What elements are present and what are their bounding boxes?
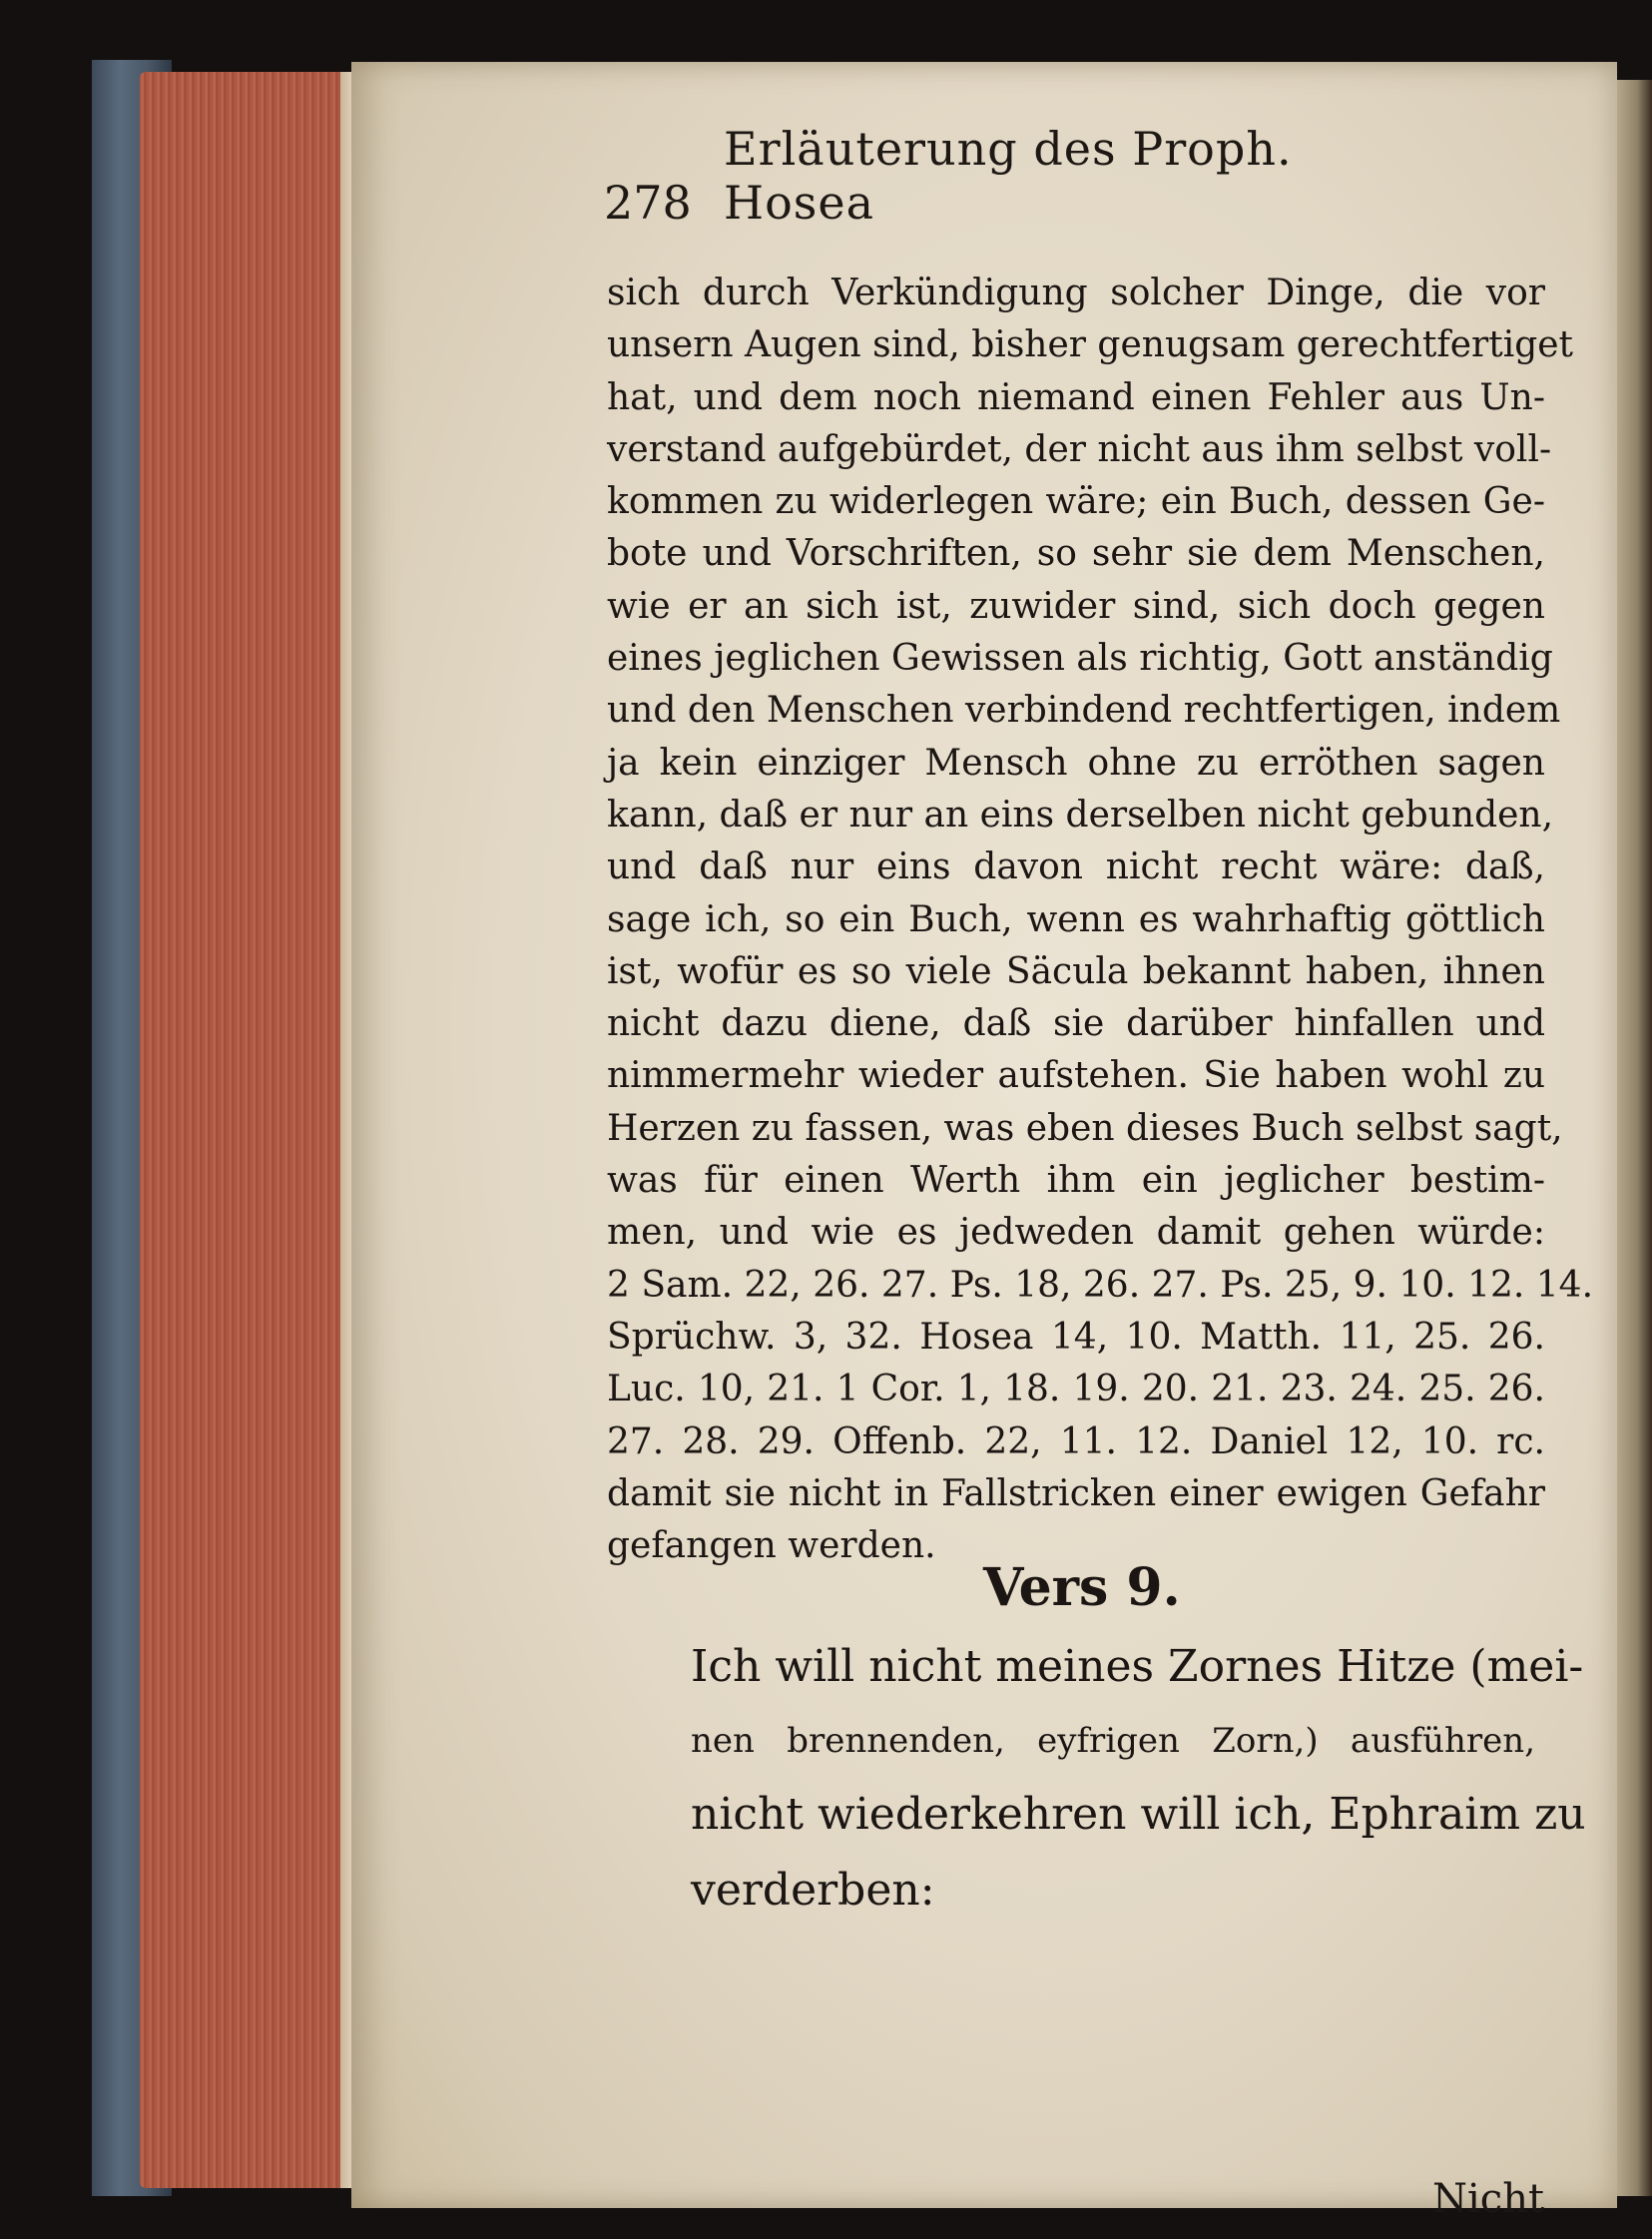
verse-line: verderben:	[691, 1865, 935, 1916]
scripture-references: 2 Sam. 22, 26. 27. Ps. 18, 26. 27. Ps. 25, 9. 10. 12. 14.	[607, 1264, 1594, 1306]
text-line: eines jeglichen Gewissen als richtig, Gott anständig	[607, 638, 1553, 680]
page-edges	[140, 72, 354, 2188]
scripture-references: 27. 28. 29. Offenb. 22, 11. 12. Daniel 12, 10. rc.	[607, 1420, 1545, 1462]
page-number: 278	[604, 176, 692, 230]
text-line: damit sie nicht in Fallstricken einer ewigen Gefahr	[607, 1472, 1545, 1514]
scripture-references: Sprüchw. 3, 32. Hosea 14, 10. Matth. 11, 25. 26.	[607, 1316, 1545, 1358]
text-line: wie er an sich ist, zuwider sind, sich doch gegen	[607, 585, 1545, 627]
text-line: ja kein einziger Mensch ohne zu erröthen sagen	[607, 742, 1545, 784]
running-title: Erläuterung des Proph. Hosea	[724, 122, 1293, 230]
scripture-references: Luc. 10, 21. 1 Cor. 1, 18. 19. 20. 21. 23. 24. 25. 26.	[607, 1369, 1545, 1410]
body-text	[607, 268, 1594, 1572]
verse-line: nicht wiederkehren will ich, Ephraim zu	[691, 1789, 1586, 1840]
text-line: sich durch Verkündigung solcher Dinge, die vor	[607, 273, 1545, 313]
text-line: bote und Vorschriften, so sehr sie dem Menschen,	[607, 533, 1545, 575]
verse-line: nen brennenden, eyfrigen Zorn,) ausführen,	[691, 1721, 1535, 1761]
facing-page-edge	[1615, 80, 1652, 2196]
catchword: Nicht	[1432, 2176, 1545, 2222]
text-line: nimmermehr wieder aufstehen. Sie haben wohl zu	[607, 1055, 1545, 1097]
page-header	[604, 122, 1422, 230]
text-line: ist, wofür es so viele Säcula bekannt haben, ihnen	[607, 950, 1545, 992]
verse-text	[691, 1629, 1586, 1929]
text-line: und den Menschen verbindend rechtfertigen, indem	[607, 690, 1561, 732]
text-line: sage ich, so ein Buch, wenn es wahrhaftig göttlich	[607, 898, 1545, 940]
text-line: unsern Augen sind, bisher genugsam gerechtfertiget	[607, 324, 1574, 366]
text-line: Herzen zu fassen, was eben dieses Buch selbst sagt,	[607, 1107, 1563, 1149]
text-line: verstand aufgebürdet, der nicht aus ihm selbst voll-	[607, 428, 1552, 470]
text-line: was für einen Werth ihm ein jeglicher bestim-	[607, 1160, 1545, 1202]
text-line: kommen zu widerlegen wäre; ein Buch, dessen Ge-	[607, 481, 1545, 523]
text-line: gefangen werden.	[607, 1525, 936, 1567]
verse-line: Ich will nicht meines Zornes Hitze (mei-	[691, 1641, 1584, 1692]
text-line: und daß nur eins davon nicht recht wäre: daß,	[607, 846, 1545, 888]
text-line: hat, und dem noch niemand einen Fehler aus Un-	[607, 376, 1545, 418]
text-line: men, und wie es jedweden damit gehen würde:	[607, 1212, 1545, 1254]
text-line: kann, daß er nur an eins derselben nicht gebunden,	[607, 794, 1554, 836]
text-line: nicht dazu diene, daß sie darüber hinfallen und	[607, 1003, 1545, 1045]
verse-heading: Vers 9.	[983, 1557, 1181, 1618]
